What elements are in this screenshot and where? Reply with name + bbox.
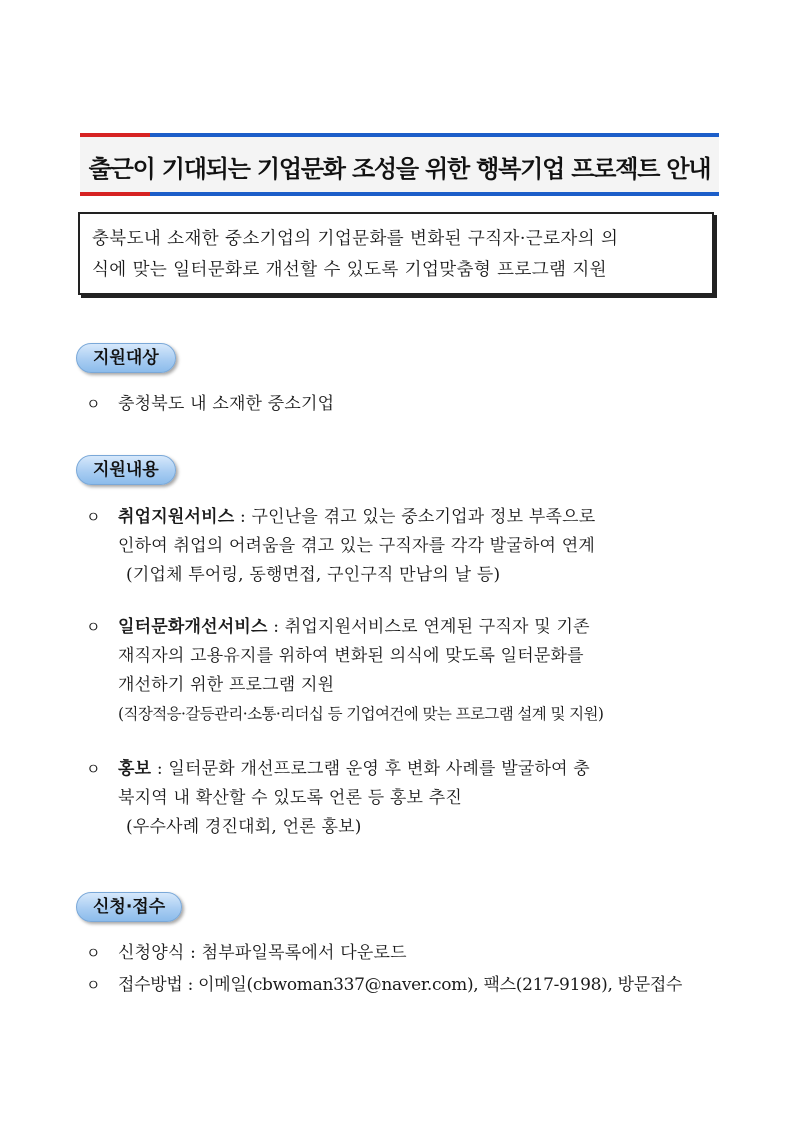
list-item-content-2 <box>86 613 722 729</box>
bullet-icon: ㅇ <box>86 395 101 413</box>
item-text-line: 북지역 내 확산할 수 있도록 언론 등 홍보 추진 <box>118 788 463 808</box>
item-note: (직장적응·갈등관리·소통·리더십 등 기업여건에 맞는 프로그램 설계 및 지원) <box>118 705 604 723</box>
apply-form-text: 신청양식 : 첨부파일목록에서 다운로드 <box>118 943 407 963</box>
summary-box <box>78 212 714 295</box>
item-note: (우수사례 경진대회, 언론 홍보) <box>126 817 362 837</box>
item-lead-promotion: 홍보 <box>118 759 152 779</box>
item-text-line: 재직자의 고용유지를 위하여 변화된 의식에 맞도록 일터문화를 <box>118 646 584 666</box>
summary-line-2: 식에 맞는 일터문화로 개선할 수 있도록 기업맞춤형 프로그램 지원 <box>92 260 607 280</box>
title-accent-red-bottom <box>80 192 150 196</box>
summary-line-1: 충북도내 소재한 중소기업의 기업문화를 변화된 구직자·근로자의 의 <box>92 229 619 249</box>
bullet-icon: ㅇ <box>86 618 101 636</box>
apply-method-text: 접수방법 : 이메일(cbwoman337@naver.com), 팩스(217-9198), 방문접수 <box>118 975 683 995</box>
item-text-line: : 취업지원서비스로 연계된 구직자 및 기존 <box>267 617 590 637</box>
bullet-icon: ㅇ <box>86 944 101 962</box>
item-lead-workplace: 일터문화개선서비스 <box>118 617 268 637</box>
item-text-line: 인하여 취업의 어려움을 겪고 있는 구직자를 각각 발굴하여 연계 <box>118 536 596 556</box>
section-label-target: 지원대상 <box>76 343 176 373</box>
section-label-apply: 신청·접수 <box>76 892 182 922</box>
bullet-icon: ㅇ <box>86 976 101 994</box>
item-note: (기업체 투어링, 동행면접, 구인구직 만남의 날 등) <box>126 565 501 585</box>
list-item-content-3 <box>86 755 722 842</box>
bullet-icon: ㅇ <box>86 760 101 778</box>
item-text-line: 개선하기 위한 프로그램 지원 <box>118 675 335 695</box>
bullet-icon: ㅇ <box>86 508 101 526</box>
title-accent-red-top <box>80 133 150 137</box>
list-item-apply-1 <box>86 939 722 968</box>
page-title: 출근이 기대되는 기업문화 조성을 위한 행복기업 프로젝트 안내 <box>88 155 711 183</box>
item-text-line: : 일터문화 개선프로그램 운영 후 변화 사례를 발굴하여 충 <box>151 759 590 779</box>
target-text: 충청북도 내 소재한 중소기업 <box>118 394 335 414</box>
list-item-target-1 <box>86 390 722 419</box>
list-item-content-1 <box>86 503 722 590</box>
section-label-content: 지원내용 <box>76 455 176 485</box>
title-box <box>80 133 719 196</box>
title-accent-blue-bottom <box>150 192 719 196</box>
item-text-line: : 구인난을 겪고 있는 중소기업과 정보 부족으로 <box>234 507 596 527</box>
item-lead-employment: 취업지원서비스 <box>118 507 235 527</box>
title-accent-blue-top <box>150 133 719 137</box>
list-item-apply-2 <box>86 971 722 1000</box>
